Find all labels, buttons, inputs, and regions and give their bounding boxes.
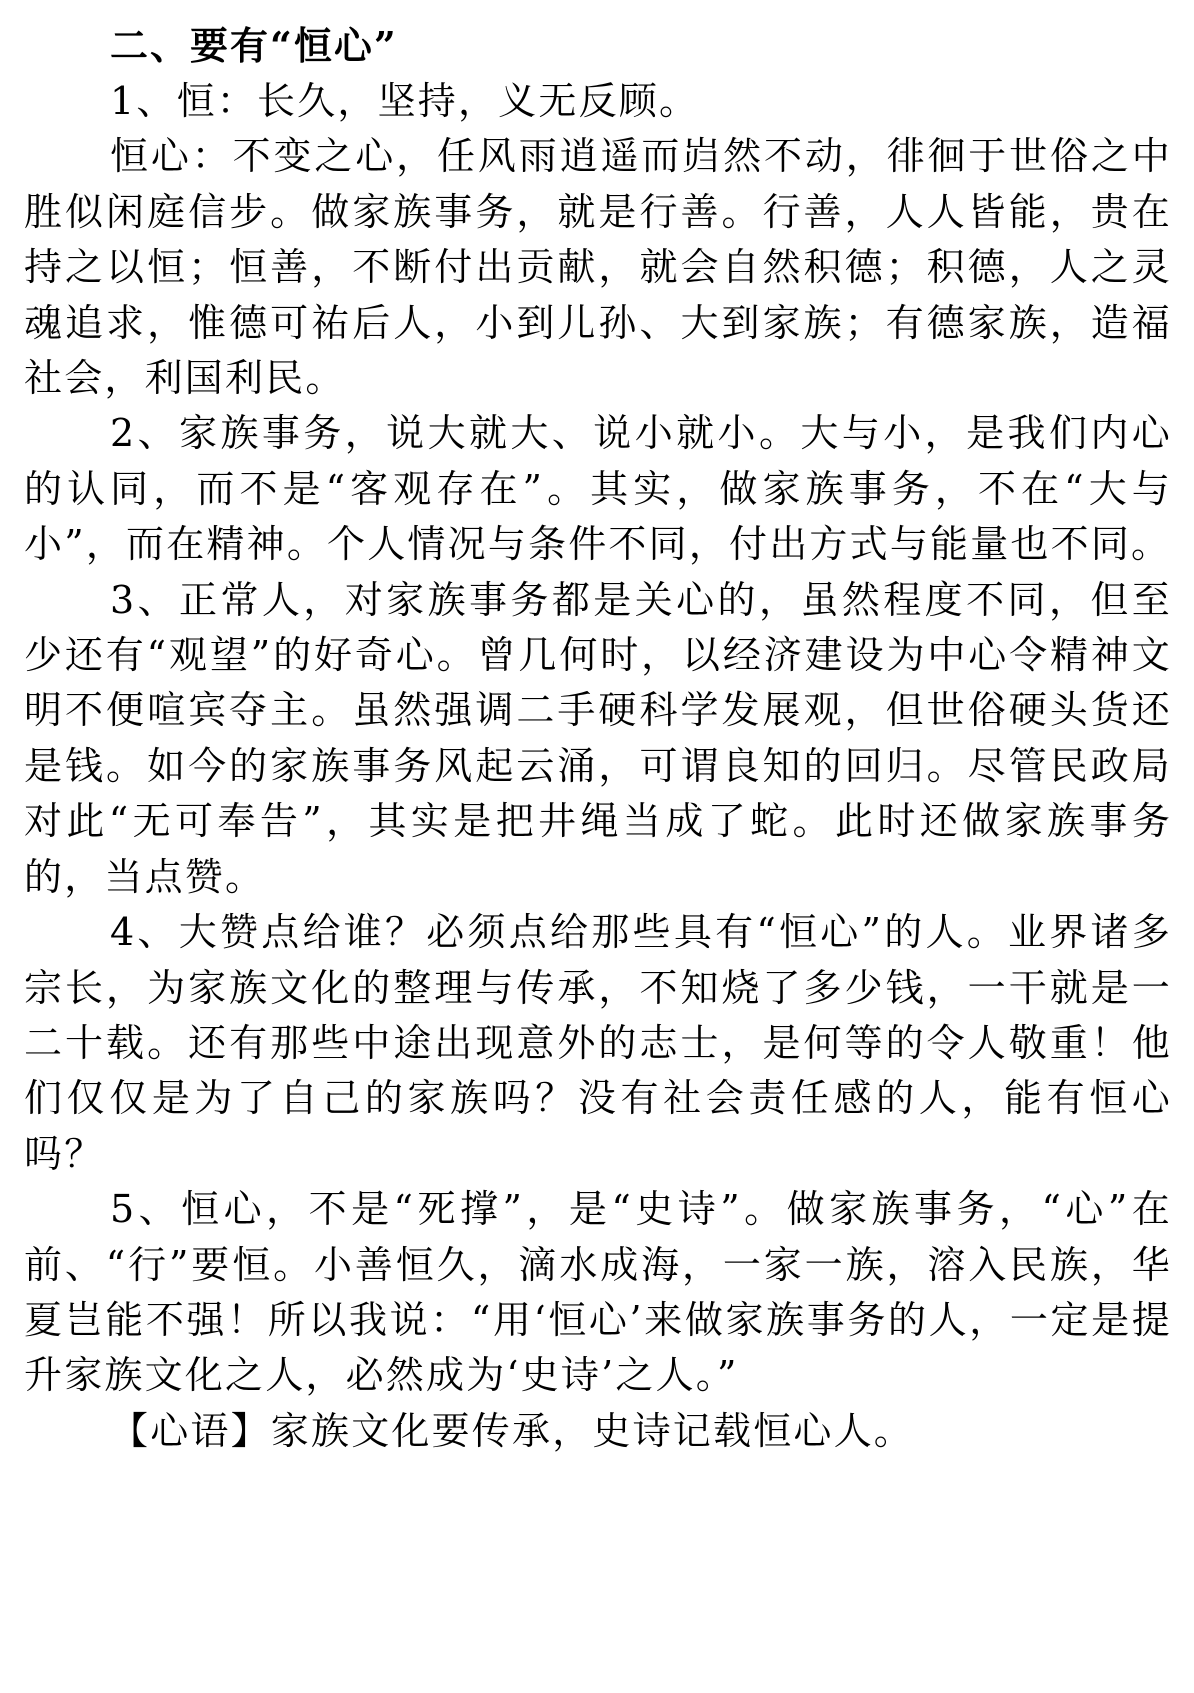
paragraph-2: 恒心：不变之心，任风雨逍遥而岿然不动，徘徊于世俗之中胜似闲庭信步。做家族事务，就是行善。行善，人人皆能，贵在持之以恒；恒善，不断付出贡献，就会自然积德；积德，人之灵魂追求，惟德可祐后人，小到儿孙、大到家族；有德家族，造福社会，利国利民。 bbox=[24, 134, 1172, 401]
document-page bbox=[24, 18, 1172, 1459]
paragraph-4: 3、正常人，对家族事务都是关心的，虽然程度不同，但至少还有“观望”的好奇心。曾几何时，以经济建设为中心令精神文明不便喧宾夺主。虽然强调二手硬科学发展观，但世俗硬头货还是钱。如今的家族事务风起云涌，可谓良知的回归。尽管民政局对此“无可奉告”，其实是把井绳当成了蛇。此时还做家族事务的，当点赞。 bbox=[24, 577, 1172, 899]
paragraph-3: 2、家族事务，说大就大、说小就小。大与小，是我们内心的认同，而不是“客观存在”。其实，做家族事务，不在“大与小”，而在精神。个人情况与条件不同，付出方式与能量也不同。 bbox=[24, 411, 1172, 567]
section-heading: 二、要有“恒心” bbox=[110, 23, 398, 68]
paragraph-5: 4、大赞点给谁？必须点给那些具有“恒心”的人。业界诸多宗长，为家族文化的整理与传承，不知烧了多少钱，一干就是一二十载。还有那些中途出现意外的志士，是何等的令人敬重！他们仅仅是为了自己的家族吗？没有社会责任感的人，能有恒心吗？ bbox=[24, 910, 1172, 1176]
paragraph-1: 1、恒：长久，坚持，义无反顾。 bbox=[110, 79, 700, 123]
paragraph-6: 5、恒心，不是“死撑”，是“史诗”。做家族事务，“心”在前、“行”要恒。小善恒久，滴水成海，一家一族，溶入民族，华夏岂能不强！所以我说：“用‘恒心’来做家族事务的人，一定是提升家族文化之人，必然成为‘史诗’之人。” bbox=[24, 1187, 1172, 1398]
paragraph-heart-words: 【心语】家族文化要传承，史诗记载恒心人。 bbox=[110, 1408, 915, 1453]
